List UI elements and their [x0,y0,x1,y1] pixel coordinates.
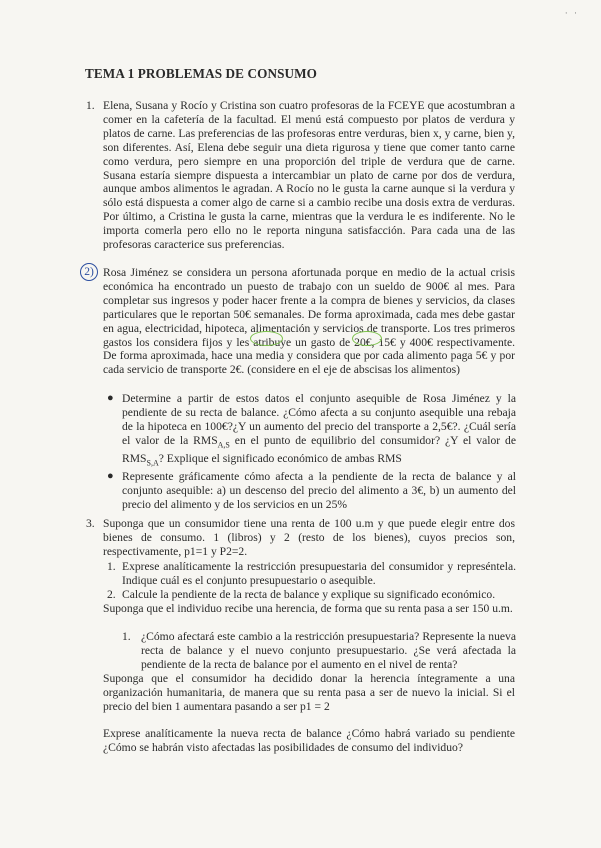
problem3-number: 3. [86,517,95,530]
q3-text: ¿Cómo afectará este cambio a la restricción presupuestaria? Represente la nueva recta de balance y el nuevo conjunto presupuestario. ¿Se verá afectada la pendiente de la recta de balance por el aumento en el nivel de renta? [141,630,516,671]
corner-mark: · · [564,8,579,18]
hand-circle-fijos [352,331,382,346]
problem2-text-c: y les atribuye un gasto de 20€, 15€ y 400€ respectivamente. De forma aproximada, hace una media y considera que por cada alimento paga 5€ y por cada servicio de transporte 2€. (considere en el eje de abscisas los alimentos) [103,335,516,377]
q2-number: 2. [107,588,116,601]
q2-text: Calcule la pendiente de la recta de balance y explique su significado económico. [122,588,496,601]
hand-circle-gastos [250,331,283,346]
page-title: TEMA 1 PROBLEMAS DE CONSUMO [85,66,318,81]
q1-number: 1. [107,560,116,573]
problem2-text-b: los considera [131,335,202,349]
bullet-item: ● Determine a partir de estos datos el conjunto asequible de Rosa Jiménez y la pendiente de su recta de balance. ¿Cómo afecta a su conjunto asequible una rebaja de la hipoteca en 100€?¿Y un aumento del precio del transporte a 2,5€?. ¿Cuál sería el valor de la $RMS_{A,S}$ en el punto de equilibrio del consumidor? ¿Y el valor de $RMS_{S,A}$? Explique el significado económico de ambas RMS [107,392,516,468]
bullet-dot-icon: ● [107,470,114,483]
highlight-gastos: gastos [103,335,132,349]
final-question: Exprese analíticamente la nueva recta de balance ¿Cómo habrá variado su pendiente ¿Cómo se habrán visto afectadas las posibilidades de consumo del individuo? [103,727,515,754]
problem1-text: Elena, Susana y Rocío y Cristina son cuatro profesoras de la FCEYE que acostumbran a comer en la cafetería de la facultad. El menú está compuesto por platos de verdura y platos de carne. Las preferencias de las profesoras entre verduras, bien x, y carne, bien y, son diferentes. Así, Elena debe seguir una dieta rigurosa y tiene que comer tanto carne como verdura, pero siempre en una proporción del triple de verdura que de carne. Susana estaría siempre dispuesta a intercambiar un plato de carne por dos de verdura, aunque ambos alimentos le agradan. A Rocío no le gusta la carne aunque si la verdura y sólo está dispuesta a comer algo de carne si a cambio recibe una dosis extra de verduras. Por último, a Cristina le gusta la carne, mientras que la verdura le es indiferente. No le importa comerla pero ello no le reporta ninguna satisfacción. Para cada una de las profesoras caracterice sus preferencias. [103,99,515,252]
herencia-text: Suponga que el individuo recibe una herencia, de forma que su renta pasa a ser 150 u.m. [103,602,513,615]
donar-text: Suponga que el consumidor ha decidido donar la herencia íntegramente a una organización humanitaria, de manera que su renta pasa a ser de nuevo la inicial. Si el precio del bien 1 aumentara pasando a ser p1 = 2 [103,672,515,713]
q3-number: 1. [122,630,131,643]
q1-text: Exprese analíticamente la restricción presupuestaria del consumidor y represéntela. Indique cuál es el conjunto presupuestario o asequible. [122,560,516,587]
problem2-text-a: Rosa Jiménez se considera un persona afortunada porque en medio de la actual crisis económica ha encontrado un puesto de trabajo con un sueldo de 900€ al mes. Para completar sus ingresos y poder hacer frente a la compra de bienes y servicios, da clases particulares que le reportan 50€ semanales. De forma aproximada, cada mes debe gastar en agua, electricidad, hipoteca, alimentación y servicios de transporte. Los tres primeros [103,266,515,335]
bullet-dot-icon: ● [107,392,114,404]
problem1-number: 1. [86,99,95,112]
bullet-item: ● Represente gráficamente cómo afecta a la pendiente de la recta de balance y al conjunto asequible: a) un descenso del precio del alimento a 3€, b) un aumento del precio del alimento y de los servicios en un 25% [107,470,516,511]
problem2-text [103,266,515,377]
problem2-number-circled: 2) [80,263,98,281]
highlight-fijos: fijos [201,335,223,349]
problem2-bullets [107,392,516,512]
problem3-intro: Suponga que un consumidor tiene una renta de 100 u.m y que puede elegir entre dos bienes de consumo. 1 (libros) y 2 (resto de los bienes), cuyos precios son, respectivamente, p1=1 y P2=2. [103,517,515,558]
